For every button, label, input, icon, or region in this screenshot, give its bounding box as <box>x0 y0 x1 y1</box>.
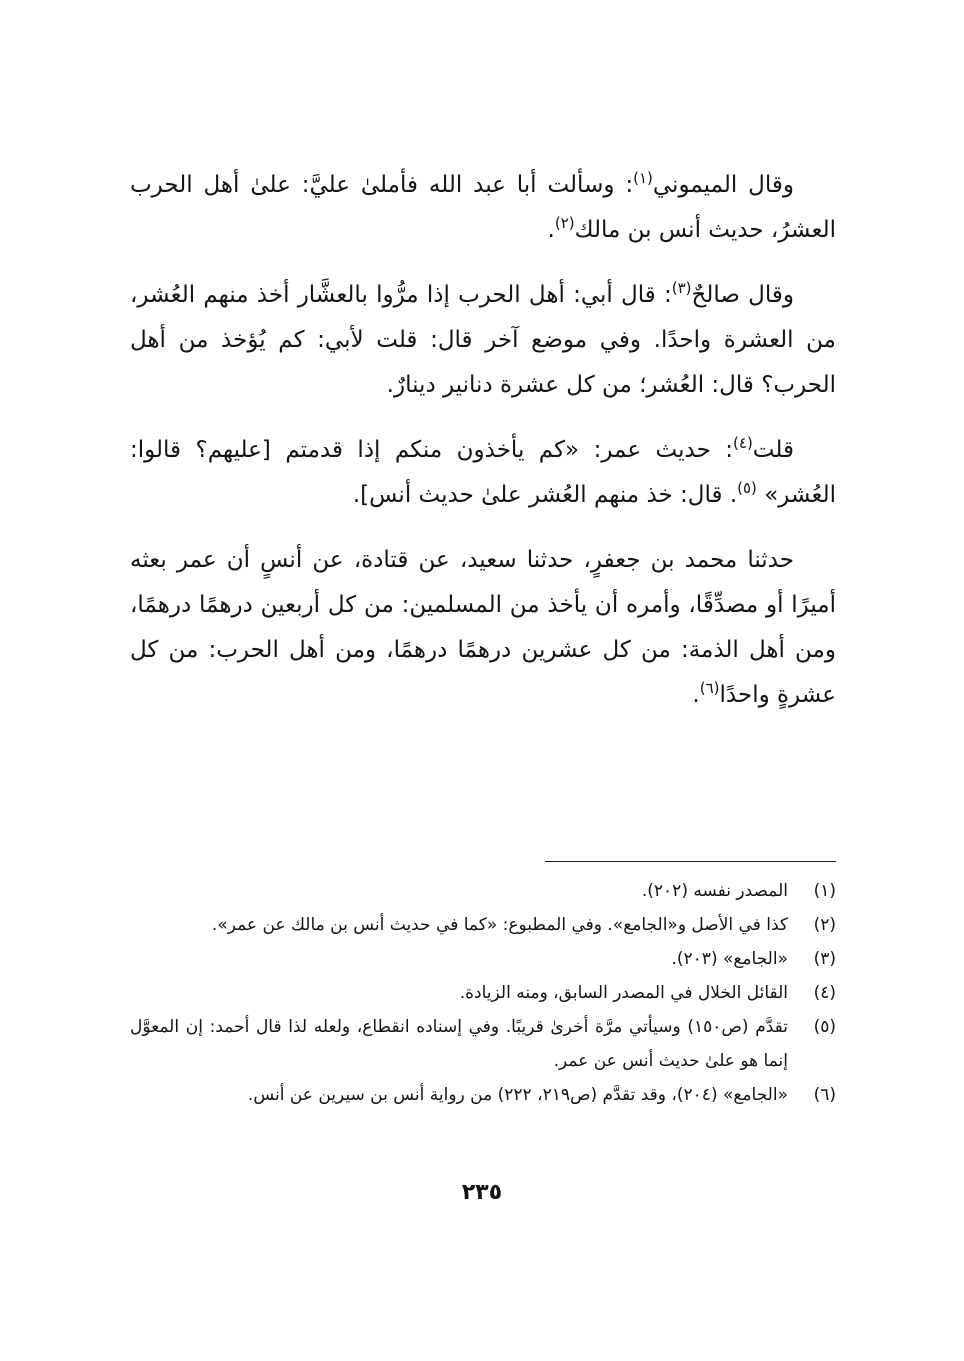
footnote-4 <box>130 976 836 1010</box>
footnote-2 <box>130 908 836 942</box>
footnote-5 <box>130 1010 836 1078</box>
footnote-ref-5[interactable]: (٥) <box>737 479 757 497</box>
footnote-number: (٦) <box>813 1085 836 1105</box>
footnote-number: (٥) <box>813 1017 836 1037</box>
footnote-text: «الجامع» (٢٠٤)، وقد تقدَّم (ص٢١٩، ٢٢٢) من رواية أنس بن سيرين عن أنس. <box>247 1085 788 1105</box>
footnote-text: تقدَّم (ص١٥٠) وسيأتي مرَّة أخرىٰ قريبًا. وفي إسناده انقطاع، ولعله لذا قال أحمد: إن المعوَّل إنما هو علىٰ حديث أنس عن عمر. <box>130 1017 788 1071</box>
footnotes <box>130 874 836 1112</box>
paragraph-1-segment-3 <box>548 217 555 243</box>
footnote-ref-2[interactable]: (٢) <box>554 214 575 232</box>
paragraph-4-segment-1 <box>130 547 836 708</box>
footnote-separator <box>545 861 836 862</box>
footnote-1 <box>130 874 836 908</box>
footnote-6 <box>130 1078 836 1112</box>
footnote-text: «الجامع» (٢٠٣). <box>671 949 788 969</box>
segment-text: : قال أبي: أهل الحرب إذا مرُّوا بالعشَّار أخذ منهم العُشر، من العشرة واحدًا. وفي موضع آخر قال: قلت لأبي: كم يُؤخذ من أهل الحرب؟ قال: العُشر؛ من كل عشرة دنانير دينارٌ. <box>130 282 836 398</box>
paragraph-3-segment-1 <box>733 434 794 463</box>
footnote-ref-3[interactable]: (٣) <box>671 279 692 297</box>
footnote-ref-4[interactable]: (٤) <box>733 434 753 452</box>
segment-text: وقال الميموني <box>652 172 794 198</box>
footnote-number: (٤) <box>813 983 836 1003</box>
segment-text: وقال صالحٌ <box>691 282 794 308</box>
segment-text: . قال: خذ منهم العُشر علىٰ حديث أنس]. <box>352 482 738 508</box>
paragraph-4-segment-2 <box>692 682 699 708</box>
segment-text: قلت <box>752 437 794 463</box>
footnote-text: القائل الخلال في المصدر السابق، ومنه الزيادة. <box>459 983 788 1003</box>
footnote-3 <box>130 942 836 976</box>
footnote-number: (٢) <box>813 915 836 935</box>
segment-text: : وسألت أبا عبد الله فأملىٰ عليَّ: علىٰ أهل الحرب العشرُ، حديث أنس بن مالك <box>130 172 836 243</box>
segment-text: : حديث عمر: «كم يأخذون منكم إذا قدمتم [عليهم؟ قالوا: العُشر» <box>130 437 836 508</box>
segment-text: . <box>692 682 700 708</box>
paragraph-2 <box>130 273 836 408</box>
footnote-text: كذا في الأصل و«الجامع». وفي المطبوع: «كما في حديث أنس بن مالك عن عمر». <box>211 915 788 935</box>
footnote-number: (٣) <box>813 949 836 969</box>
footnote-number: (١) <box>813 881 836 901</box>
main-text <box>130 163 836 718</box>
paragraph-1 <box>130 163 836 253</box>
page-number: ٢٣٥ <box>461 1180 503 1205</box>
footnote-ref-1[interactable]: (١) <box>633 169 653 187</box>
segment-text: حدثنا محمد بن جعفرٍ، حدثنا سعيد، عن قتادة، عن أنسٍ أن عمر بعثه أميرًا أو مصدِّقًا، وأمره أن يأخذ من المسلمين: من كل أربعين درهمًا درهمًا، ومن أهل الذمة: من كل عشرين درهمًا درهمًا، ومن أهل الحرب: من كل عشرةٍ واحدًا <box>130 547 836 708</box>
paragraph-2-segment-1 <box>671 279 794 308</box>
paragraph-3 <box>130 428 836 518</box>
segment-text: . <box>547 217 555 243</box>
paragraph-1-segment-1 <box>633 169 794 198</box>
paragraph-4 <box>130 538 836 718</box>
paragraph-3-segment-3 <box>353 482 737 508</box>
footnote-ref-6[interactable]: (٦) <box>699 679 720 697</box>
footnote-text: المصدر نفسه (٢٠٢). <box>641 881 788 901</box>
